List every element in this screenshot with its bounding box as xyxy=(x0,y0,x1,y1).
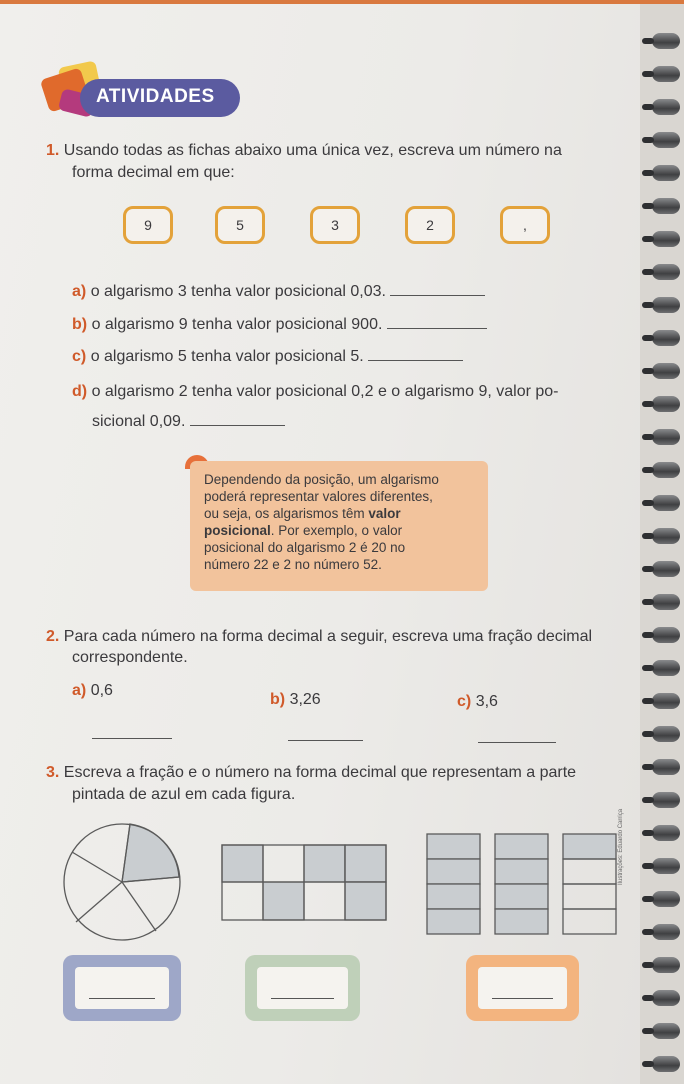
spiral-ring xyxy=(652,726,680,742)
q2-item-b-label: b) xyxy=(270,691,286,708)
grid-cell-shaded xyxy=(345,882,386,920)
number-card-9: 9 xyxy=(123,206,173,244)
spiral-ring xyxy=(652,693,680,709)
spiral-ring xyxy=(652,891,680,907)
bar-column-1 xyxy=(427,834,480,934)
q1-item-b-text: o algarismo 9 tenha valor posicional 900. xyxy=(91,316,383,333)
number-card-5: 5 xyxy=(215,206,265,244)
pie-divider xyxy=(72,852,122,882)
q2-answer-blank-c[interactable] xyxy=(478,730,556,743)
q2-item-c xyxy=(457,692,498,712)
q1-item-a-label: a) xyxy=(72,283,87,300)
q1-item-c xyxy=(72,347,463,367)
pie-divider xyxy=(122,882,156,931)
callout-line3 xyxy=(204,505,401,522)
section-title: ATIVIDADES xyxy=(96,86,215,107)
spiral-ring xyxy=(652,462,680,478)
spiral-ring xyxy=(652,495,680,511)
grid-cell-shaded xyxy=(263,882,304,920)
spiral-ring xyxy=(652,858,680,874)
q2-answer-blank-b[interactable] xyxy=(288,728,363,741)
spiral-ring xyxy=(652,1056,680,1072)
q2-text-line1: Para cada número na forma decimal a seguir, escreva uma fração decimal xyxy=(63,628,593,645)
q1-item-d-cont xyxy=(92,412,285,432)
spiral-ring xyxy=(652,561,680,577)
spiral-ring xyxy=(652,957,680,973)
callout-line3-text: ou seja, os algarismos têm xyxy=(204,506,369,521)
q1-item-d-text-cont: sicional 0,09. xyxy=(92,413,186,430)
spiral-ring xyxy=(652,528,680,544)
callout-line1: Dependendo da posição, um algarismo xyxy=(204,472,439,487)
q2-answer-blank-a[interactable] xyxy=(92,726,172,739)
grid-cell-shaded xyxy=(304,845,345,882)
spiral-ring xyxy=(652,165,680,181)
callout-line4-text: . Por exemplo, o valor xyxy=(270,523,403,538)
q2-item-b-value: 3,26 xyxy=(289,691,321,708)
q2-item-a xyxy=(72,681,113,701)
answer-box-2[interactable] xyxy=(245,955,360,1021)
pie-divider xyxy=(76,882,122,922)
pie-figure xyxy=(60,820,184,944)
q1-text-line2: forma decimal em que: xyxy=(72,164,235,181)
spiral-ring xyxy=(652,363,680,379)
callout-line2: poderá representar valores diferentes, xyxy=(204,489,433,504)
spiral-ring xyxy=(652,660,680,676)
spiral-ring xyxy=(652,792,680,808)
q3-text-line1: Escreva a fração e o número na forma decimal que representam a parte xyxy=(63,764,577,781)
q3-text-line2: pintada de azul em cada figura. xyxy=(72,786,296,803)
q1-item-c-text: o algarismo 5 tenha valor posicional 5. xyxy=(90,348,364,365)
q2-item-a-label: a) xyxy=(72,682,87,699)
spiral-ring xyxy=(652,429,680,445)
spiral-ring xyxy=(652,924,680,940)
spiral-ring xyxy=(652,132,680,148)
q2-item-c-value: 3,6 xyxy=(475,693,498,710)
q1-text-line1: Usando todas as fichas abaixo uma única vez, escreva um número na xyxy=(63,142,562,159)
spiral-ring xyxy=(652,396,680,412)
q3-number: 3. xyxy=(46,764,60,781)
spiral-ring xyxy=(652,990,680,1006)
spiral-ring xyxy=(652,1023,680,1039)
callout-line6: número 22 e 2 no número 52. xyxy=(204,557,382,572)
q2-item-b xyxy=(270,690,321,710)
bar-column-3 xyxy=(563,834,616,934)
spiral-ring xyxy=(652,99,680,115)
bars-figure xyxy=(425,832,620,938)
q2-text-line2: correspondente. xyxy=(72,649,188,666)
callout-line4 xyxy=(204,522,402,539)
answer-blank[interactable] xyxy=(190,413,285,426)
q1-item-a-text: o algarismo 3 tenha valor posicional 0,03. xyxy=(90,283,386,300)
answer-box-1[interactable] xyxy=(63,955,181,1021)
q1-item-c-label: c) xyxy=(72,348,87,365)
spiral-ring xyxy=(652,759,680,775)
answer-blank[interactable] xyxy=(387,316,487,329)
q1-item-b xyxy=(72,315,487,335)
spiral-ring xyxy=(652,330,680,346)
spiral-ring xyxy=(652,33,680,49)
q1-prompt-line1 xyxy=(46,141,562,161)
spiral-ring xyxy=(652,66,680,82)
pie-shaded-sector xyxy=(122,824,179,882)
number-card-3: 3 xyxy=(310,206,360,244)
grid-cell-shaded xyxy=(222,845,263,882)
top-accent-line xyxy=(0,0,684,4)
q2-item-c-label: c) xyxy=(457,693,472,710)
number-card-2: 2 xyxy=(405,206,455,244)
q1-item-d-label: d) xyxy=(72,383,88,400)
callout-line4-bold: posicional xyxy=(204,523,271,538)
q1-item-b-label: b) xyxy=(72,316,88,333)
spiral-ring xyxy=(652,297,680,313)
illustration-credit: Ilustrações: Eduardo Carriça xyxy=(618,808,624,885)
q2-number: 2. xyxy=(46,628,60,645)
spiral-ring xyxy=(652,825,680,841)
q1-item-d-text: o algarismo 2 tenha valor posicional 0,2 e o algarismo 9, valor po- xyxy=(91,383,559,400)
q1-item-d xyxy=(72,382,558,402)
spiral-ring xyxy=(652,231,680,247)
q2-prompt-line1 xyxy=(46,627,592,647)
callout-line3-bold: valor xyxy=(368,506,401,521)
q1-number: 1. xyxy=(46,142,60,159)
spiral-ring xyxy=(652,627,680,643)
callout-line5: posicional do algarismo 2 é 20 no xyxy=(204,540,406,555)
q1-item-a xyxy=(72,282,485,302)
q3-prompt-line1 xyxy=(46,763,576,783)
answer-box-3[interactable] xyxy=(466,955,579,1021)
answer-blank[interactable] xyxy=(390,283,485,296)
spiral-ring xyxy=(652,594,680,610)
q2-item-a-value: 0,6 xyxy=(90,682,113,699)
grid-figure xyxy=(220,843,388,923)
answer-blank[interactable] xyxy=(368,348,463,361)
bar-column-2 xyxy=(495,834,548,934)
spiral-ring xyxy=(652,198,680,214)
grid-cell-shaded xyxy=(345,845,386,882)
spiral-ring xyxy=(652,264,680,280)
comma-card: , xyxy=(500,206,550,244)
